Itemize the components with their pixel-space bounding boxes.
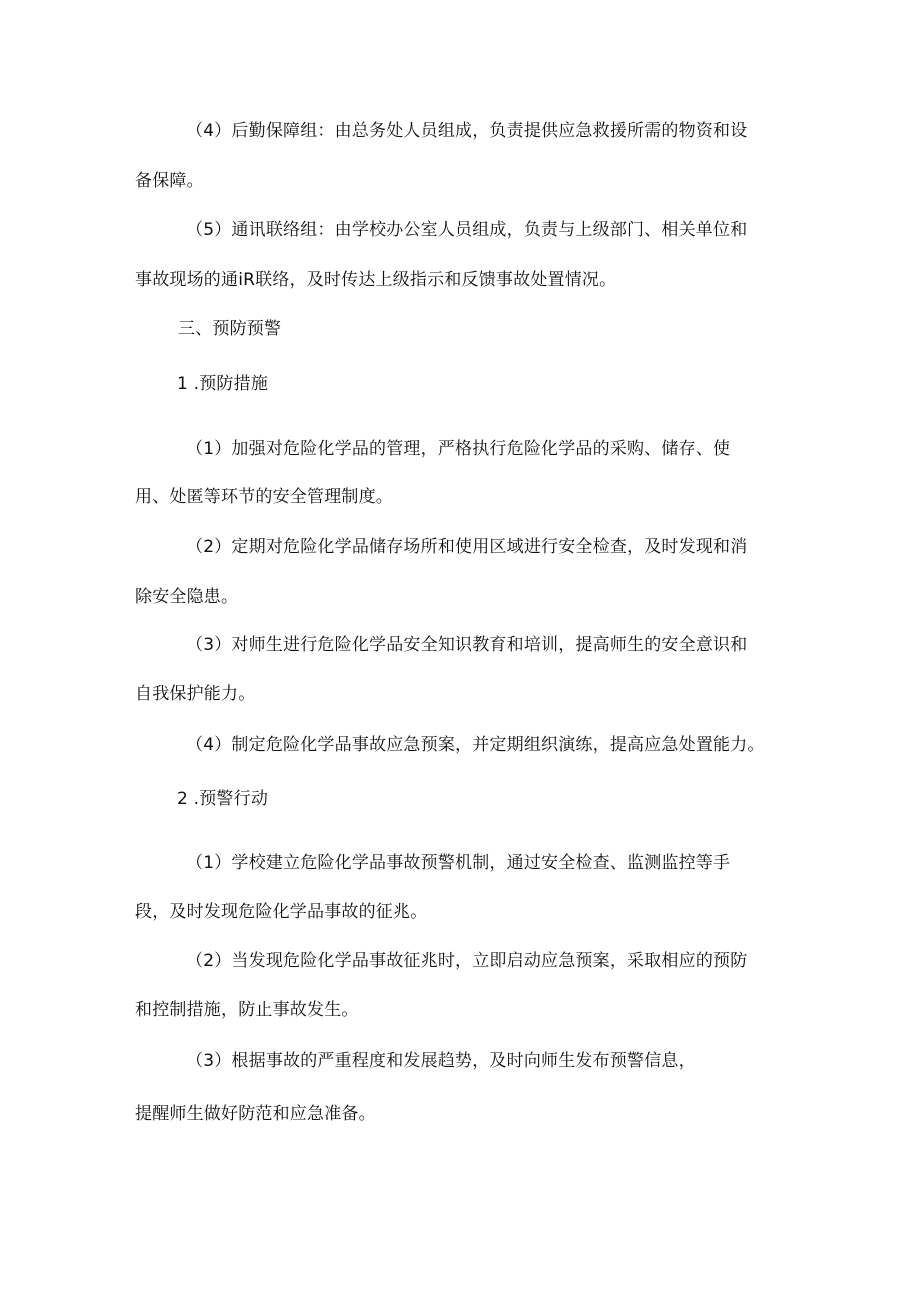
paragraph-line: （2）定期对危险化学品储存场所和使用区域进行安全检查，及时发现和消 — [186, 537, 748, 557]
subheading: 1 .预防措施 — [177, 374, 269, 394]
paragraph-line: 除安全隐患。 — [135, 587, 239, 607]
section-heading: 三、预防预警 — [178, 319, 282, 339]
paragraph-line: （3）根据事故的严重程度和发展趋势，及时向师生发布预警信息， — [186, 1051, 696, 1071]
paragraph-line: （1）学校建立危险化学品事故预警机制，通过安全检查、监测监控等手 — [186, 853, 731, 873]
paragraph-line: 自我保护能力。 — [135, 684, 256, 704]
paragraph-line: （5）通讯联络组：由学校办公室人员组成，负责与上级部门、相关单位和 — [186, 220, 748, 240]
paragraph-line: （2）当发现危险化学品事故征兆时，立即启动应急预案，采取相应的预防 — [186, 951, 748, 971]
paragraph-line: （3）对师生进行危险化学品安全知识教育和培训，提高师生的安全意识和 — [186, 635, 748, 655]
paragraph-line: 段，及时发现危险化学品事故的征兆。 — [135, 902, 428, 922]
paragraph-line: （4）后勤保障组：由总务处人员组成，负责提供应急救援所需的物资和设 — [186, 121, 748, 141]
paragraph-line: （1）加强对危险化学品的管理，严格执行危险化学品的采购、储存、使 — [186, 439, 731, 459]
paragraph-line: 用、处匿等环节的安全管理制度。 — [135, 487, 393, 507]
paragraph-line: 提醒师生做好防范和应急准备。 — [135, 1104, 376, 1124]
paragraph-line: 备保障。 — [135, 171, 204, 191]
paragraph-line: 事故现场的通iR联络，及时传达上级指示和反馈事故处置情况。 — [135, 270, 617, 290]
paragraph-line: 和控制措施，防止事故发生。 — [135, 1000, 359, 1020]
paragraph-line: （4）制定危险化学品事故应急预案，并定期组织演练，提高应急处置能力。 — [186, 735, 765, 755]
subheading: 2 .预警行动 — [177, 789, 269, 809]
